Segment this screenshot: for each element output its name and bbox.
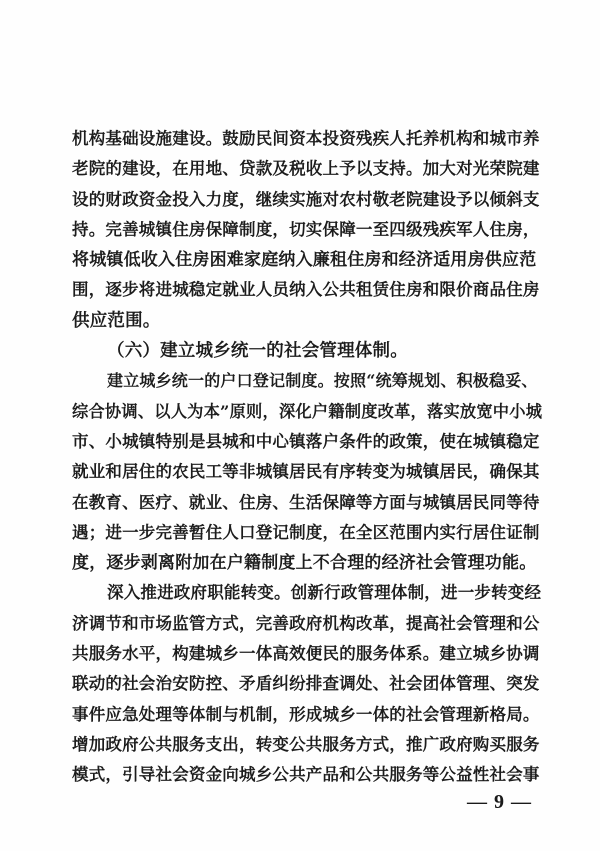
page-number: — 9 — — [467, 791, 532, 813]
text-line: 事件应急处理等体制与机制，形成城乡一体的社会管理新格局。 — [72, 704, 540, 724]
text-line: 联动的社会治安防控、矛盾纠纷排查调处、社会团体管理、突发 — [72, 674, 540, 694]
text-line: 增加政府公共服务支出，转变公共服务方式，推广政府购买服务 — [72, 734, 540, 754]
text-line: 在教育、医疗、就业、住房、生活保障等方面与城镇居民同等待 — [72, 492, 540, 512]
text-line: 围，逐步将进城稳定就业人员纳入公共租赁住房和限价商品住房 — [72, 280, 540, 300]
text-line: 共服务水平，构建城乡一体高效便民的服务体系。建立城乡协调 — [72, 644, 540, 664]
text-line: 老院的建设，在用地、贷款及税收上予以支持。加大对光荣院建 — [72, 159, 540, 179]
text-line: 市、小城镇特别是县城和中心镇落户条件的政策，使在城镇稳定 — [72, 431, 540, 451]
body-text — [72, 124, 542, 791]
text-line: 遇；进一步完善暂住人口登记制度，在全区范围内实行居住证制 — [72, 522, 540, 542]
text-line: 综合协调、以人为本”原则，深化户籍制度改革，落实放宽中小城 — [72, 401, 543, 421]
text-line: 就业和居住的农民工等非城镇居民有序转变为城镇居民，确保其 — [72, 462, 540, 482]
text-line: 机构基础设施建设。鼓励民间资本投资残疾人托养机构和城市养 — [72, 129, 540, 148]
text-line: 将城镇低收入住房困难家庭纳入廉租住房和经济适用房供应范 — [72, 250, 537, 271]
paragraph-start-line: 建立城乡统一的户口登记制度。按照“统筹规划、积极稳妥、 — [107, 371, 538, 391]
text-line: 模式，引导社会资金向城乡公共产品和公共服务等公益性社会事 — [72, 765, 540, 785]
text-line: 设的财政资金投入力度，继续实施对农村敬老院建设予以倾斜支 — [72, 189, 540, 209]
text-line: 供应范围。 — [72, 310, 161, 331]
text-line: 济调节和市场监管方式，完善政府机构改革，提高社会管理和公 — [72, 613, 540, 633]
paragraph-start-line: 深入推进政府职能转变。创新行政管理体制，进一步转变经 — [107, 583, 542, 603]
text-line: 持。完善城镇住房保障制度，切实保障一至四级残疾军人住房， — [72, 219, 540, 239]
section-heading: （六）建立城乡统一的社会管理体制。 — [107, 341, 408, 362]
text-line: 度，逐步剥离附加在户籍制度上不合理的经济社会管理功能。 — [72, 553, 537, 574]
